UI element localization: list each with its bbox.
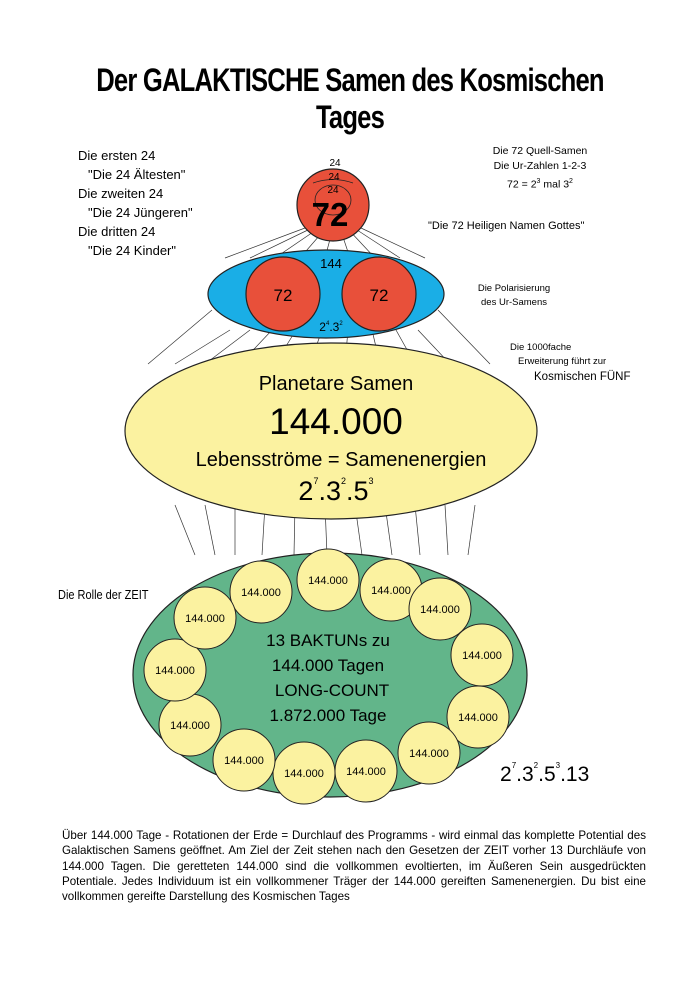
baktun-line: 13 BAKTUNs zu	[266, 631, 390, 650]
polarity-top-label: 144	[320, 256, 342, 271]
erweiterung-line3: Kosmischen FÜNF	[534, 371, 631, 383]
baktun-days-line: 144.000 Tagen	[271, 656, 385, 675]
connector-line	[438, 310, 490, 364]
long-count-line: LONG-COUNT	[274, 681, 390, 700]
time-circle-label: 144.000	[462, 650, 502, 662]
formula-base: 2	[298, 476, 314, 506]
time-circle-label: 144.000	[409, 748, 449, 760]
seed-number: 72	[311, 196, 349, 233]
formula-base: .5	[346, 476, 369, 506]
planetary-heading: Planetare Samen	[258, 373, 414, 395]
planetary-formula	[298, 476, 373, 506]
time-circle-label: 144.000	[284, 768, 324, 780]
page-title: Der GALAKTISCHE Samen des Kosmischen Tages	[96, 62, 604, 135]
connector-line	[415, 505, 420, 555]
connector-line	[148, 310, 212, 364]
time-circle-label: 144.000	[420, 604, 460, 616]
erweiterung-line2: Erweiterung führt zur	[518, 356, 607, 367]
time-circle-label: 144.000	[155, 665, 195, 677]
time-circle-label: 144.000	[308, 575, 348, 587]
holy-names-note: "Die 72 Heiligen Namen Gottes"	[428, 220, 585, 232]
connector-line	[468, 505, 475, 555]
quell-line2: Die Ur-Zahlen 1-2-3	[493, 160, 587, 172]
quell-line1: Die 72 Quell-Samen	[492, 145, 588, 157]
connector-line	[205, 505, 215, 555]
note-line: "Die 24 Ältesten"	[88, 167, 186, 182]
note-line: Die zweiten 24	[78, 186, 164, 201]
connector-line	[445, 505, 448, 555]
time-circle-label: 144.000	[346, 766, 386, 778]
formula-exp: 3	[368, 476, 374, 486]
time-circle-label: 144.000	[458, 712, 498, 724]
seed-label-24: 24	[327, 185, 339, 196]
note-line: Die dritten 24	[78, 224, 156, 239]
total-days-line: 1.872.000 Tage	[269, 706, 387, 725]
erweiterung-line1: Die 1000fache	[510, 342, 572, 353]
seed-label-24: 24	[328, 172, 340, 183]
formula-exp: 2	[341, 476, 347, 486]
quell-line3: $72 = 2^3$ mal $3^2$	[507, 178, 573, 191]
formula-exp: 7	[313, 476, 319, 486]
time-circle-label: 144.000	[170, 720, 210, 732]
rolle-der-zeit-note: Die Rolle der ZEIT	[58, 588, 149, 602]
bottom-formula: $2^7.3^2.5^3.13$	[500, 761, 590, 786]
time-circle-label: 144.000	[185, 613, 225, 625]
connector-line	[175, 505, 195, 555]
polarity-left-label: 72	[273, 286, 293, 305]
time-circle-label: 144.000	[241, 587, 281, 599]
explanation-paragraph: Über 144.000 Tage - Rotationen der Erde = Durchlauf des Programms - wird einmal das komplette Potential des Galaktischen Samens geöffnet. Am Ziel der Zeit stehen nach den Gesetzen der ZEIT vorher 13 Durchläufe von 144.000 Tagen. Die geretteten 144.000 sind die vollkommen evoltierten, im Äußeren Sein ausgedrückten Potentiale. Jedes Individuum ist ein vollkommener Träger der 144.000 gereiften Samenenergien. Du bist eine vollkommen gereifte Darstellung des Kosmischen Tages	[62, 829, 646, 904]
polarity-right-label: 72	[369, 286, 389, 305]
time-circle-label: 144.000	[371, 585, 411, 597]
planetary-subtitle: Lebensströme = Samenenergien	[195, 449, 487, 471]
polarisierung-line2: des Ur-Samens	[481, 297, 547, 308]
note-line: "Die 24 Kinder"	[88, 243, 176, 258]
polarity-formula: $2^4.3^2$	[319, 320, 343, 334]
note-line: Die ersten 24	[78, 148, 156, 163]
polarisierung-line1: Die Polarisierung	[477, 283, 551, 294]
formula-base: .3	[318, 476, 342, 506]
planetary-number: 144.000	[269, 401, 403, 442]
time-circle-label: 144.000	[224, 755, 264, 767]
seed-label-24: 24	[329, 158, 341, 169]
note-line: "Die 24 Jüngeren"	[88, 205, 193, 220]
